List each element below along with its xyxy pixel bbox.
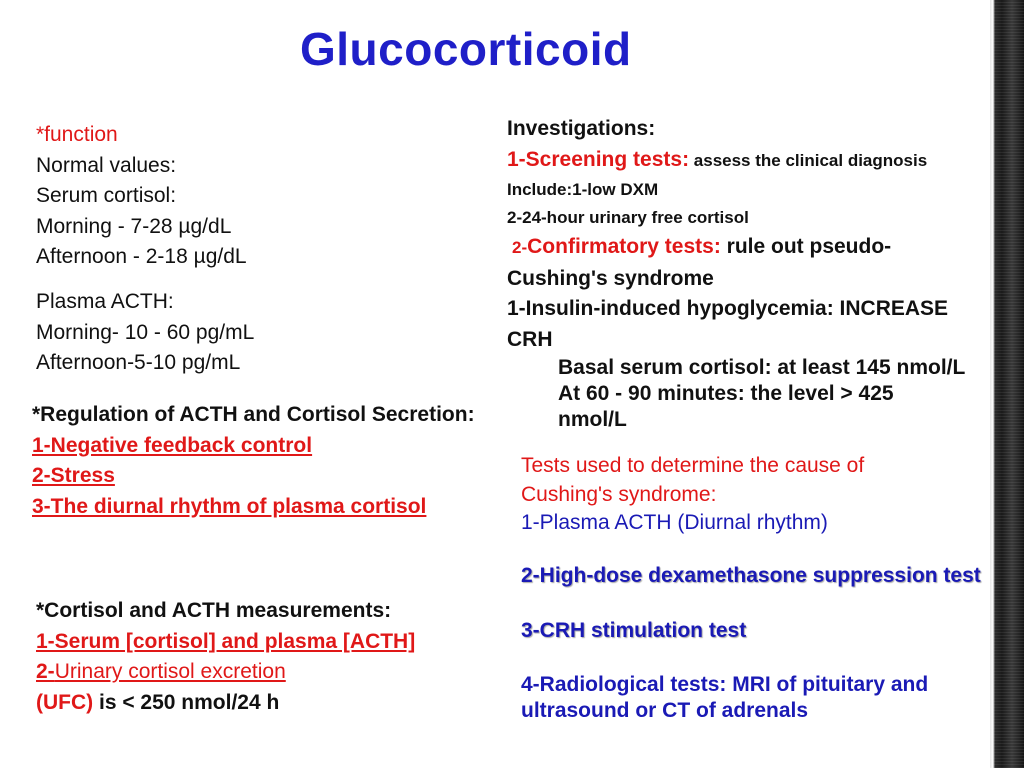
- serum-cortisol-label: Serum cortisol:: [36, 184, 177, 207]
- measurement-number: 2-: [36, 660, 55, 683]
- ufc-label: (UFC): [36, 690, 94, 714]
- afternoon-acth-value: Afternoon-5-10 pg/mL: [36, 351, 241, 374]
- plasma-acth-block: [36, 287, 254, 379]
- investigations-block: [507, 114, 991, 433]
- confirm-label: Confirmatory tests:: [527, 235, 721, 258]
- at60-line-cont: nmol/L: [558, 408, 627, 431]
- measurement-item: [36, 657, 415, 688]
- confirm-desc: rule out pseudo-: [720, 235, 892, 258]
- cause-test-item: 2-High-dose dexamethasone suppression test: [521, 564, 981, 587]
- cushing-line: Cushing's syndrome: [507, 266, 714, 290]
- function-label: *function: [36, 123, 118, 146]
- normal-values-label: Normal values:: [36, 153, 177, 177]
- measurements-heading: *Cortisol and ACTH measurements:: [36, 599, 392, 622]
- insulin-line-cont: CRH: [507, 327, 553, 351]
- regulation-item: 3-The diurnal rhythm of plasma cortisol: [32, 494, 427, 518]
- urinary-line: 2-24-hour urinary free cortisol: [507, 208, 749, 227]
- screening-label: 1-Screening tests:: [507, 147, 690, 171]
- decorative-edge-strip: [990, 0, 1024, 768]
- regulation-item: 2-Stress: [32, 464, 115, 487]
- morning-acth-value: Morning- 10 - 60 pg/mL: [36, 320, 255, 344]
- morning-cortisol-value: Morning - 7-28 µg/dL: [36, 214, 232, 238]
- afternoon-cortisol-value: Afternoon - 2-18 µg/dL: [36, 245, 247, 268]
- normal-values-block: [36, 120, 247, 273]
- measurement-text: Urinary cortisol excretion: [54, 660, 286, 683]
- screening-desc: assess the clinical diagnosis: [689, 150, 928, 170]
- cause-test-item: 1-Plasma ACTH (Diurnal rhythm): [521, 511, 828, 534]
- cause-heading-cont: Cushing's syndrome:: [521, 483, 717, 506]
- ufc-value: is < 250 nmol/24 h: [93, 690, 280, 714]
- regulation-block: [32, 400, 475, 522]
- cause-tests-block: [521, 450, 991, 724]
- basal-line: Basal serum cortisol: at least 145 nmol/L: [558, 356, 966, 379]
- plasma-acth-label: Plasma ACTH:: [36, 290, 174, 313]
- confirmatory-line: [507, 232, 991, 264]
- at60-line: At 60 - 90 minutes: the level > 425: [558, 382, 894, 405]
- regulation-item: 1-Negative feedback control: [32, 433, 313, 457]
- confirm-number: 2-: [512, 238, 528, 257]
- cause-test-item: 4-Radiological tests: MRI of pituitary and ultrasound or CT of adrenals: [521, 673, 929, 722]
- screening-line: [507, 145, 991, 177]
- cause-heading: Tests used to determine the cause of: [521, 454, 865, 477]
- insulin-line: 1-Insulin-induced hypoglycemia: INCREASE: [507, 297, 949, 320]
- measurement-item: 1-Serum [cortisol] and plasma [ACTH]: [36, 629, 416, 653]
- ufc-line: [36, 688, 415, 719]
- investigations-heading: Investigations:: [507, 117, 656, 140]
- include-line: Include:1-low DXM: [507, 180, 659, 199]
- page-title: Glucocorticoid: [300, 23, 632, 75]
- measurements-block: [36, 596, 415, 718]
- cause-test-item: 3-CRH stimulation test: [521, 619, 747, 642]
- regulation-heading: *Regulation of ACTH and Cortisol Secretion:: [32, 403, 475, 426]
